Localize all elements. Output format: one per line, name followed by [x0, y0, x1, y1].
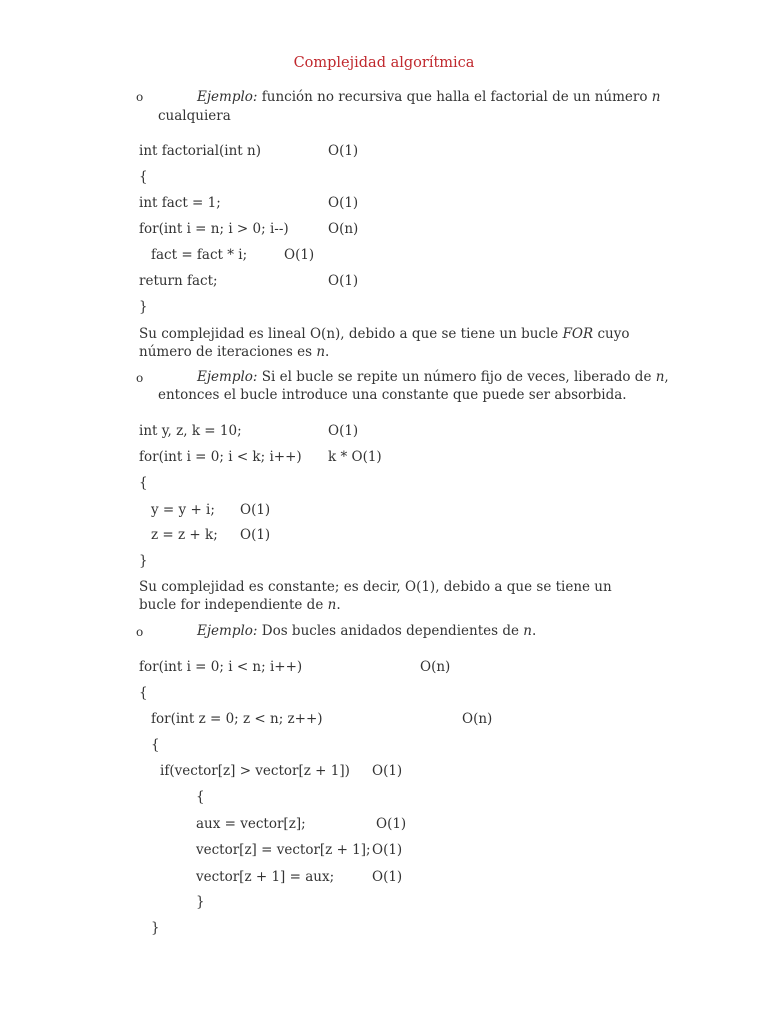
example-text: , [664, 369, 669, 385]
complexity-cost: O(1) [372, 869, 403, 885]
text: Su complejidad es lineal O(n), debido a que se tiene un bucle [139, 326, 563, 342]
complexity-cost: O(1) [328, 143, 359, 159]
variable-n: n [523, 623, 532, 639]
code-line: { [196, 789, 205, 805]
code-line: for(int i = 0; i < k; i++) [139, 449, 302, 465]
code-line: aux = vector[z]; [196, 816, 306, 832]
code-line: { [139, 169, 148, 185]
code-line: { [139, 685, 148, 701]
text: Su complejidad es constante; es decir, O(1), debido a que se tiene un bucle for independiente de [139, 579, 612, 613]
complexity-cost: O(1) [240, 502, 271, 518]
code-line: z = z + k; [151, 527, 218, 543]
bullet-marker: o [136, 371, 144, 385]
code-line: fact = fact * i; [151, 247, 248, 263]
complexity-cost: O(1) [328, 423, 359, 439]
explanation-paragraph [139, 325, 659, 361]
complexity-cost: O(1) [328, 273, 359, 289]
complexity-cost: O(n) [420, 659, 451, 675]
bullet-marker: o [136, 90, 144, 104]
example-label: Ejemplo: [197, 89, 258, 105]
code-line: { [139, 475, 148, 491]
explanation-paragraph [139, 578, 619, 614]
complexity-cost: k * O(1) [328, 449, 382, 465]
complexity-cost: O(1) [240, 527, 271, 543]
code-line: } [139, 553, 148, 569]
variable-n: n [327, 597, 337, 613]
example-text: Si el bucle se repite un número fijo de veces, liberado de [257, 369, 656, 385]
text: . [336, 597, 341, 613]
example-1-line1 [197, 89, 661, 105]
variable-n: n [651, 89, 661, 105]
code-line: for(int i = 0; i < n; i++) [139, 659, 303, 675]
code-line: y = y + i; [151, 502, 215, 518]
code-line: } [151, 920, 160, 936]
code-line: { [151, 737, 160, 753]
complexity-cost: O(1) [376, 816, 407, 832]
complexity-cost: O(1) [284, 247, 315, 263]
example-text: función no recursiva que halla el factorial de un número [257, 89, 652, 105]
complexity-cost: O(n) [462, 711, 493, 727]
code-line: vector[z] = vector[z + 1]; [196, 842, 371, 858]
example-3-line1 [197, 623, 536, 639]
complexity-cost: O(1) [372, 842, 403, 858]
example-2-line2: entonces el bucle introduce una constante que puede ser absorbida. [158, 387, 627, 403]
text: cuyo número de iteraciones es [139, 326, 630, 360]
code-line: for(int z = 0; z < n; z++) [151, 711, 323, 727]
code-line: int y, z, k = 10; [139, 423, 242, 439]
complexity-cost: O(1) [372, 763, 403, 779]
code-line: return fact; [139, 273, 218, 289]
example-2-line1 [197, 369, 669, 385]
text-emphasis: FOR [562, 326, 594, 342]
text: . [325, 344, 330, 360]
variable-n: n [316, 344, 326, 360]
code-line: } [196, 894, 205, 910]
example-1-line2: cualquiera [158, 108, 231, 124]
complexity-cost: O(n) [328, 221, 359, 237]
example-text: . [531, 623, 537, 639]
variable-n: n [655, 369, 665, 385]
example-text: Dos bucles anidados dependientes de [257, 623, 524, 639]
code-line: vector[z + 1] = aux; [196, 869, 335, 885]
bullet-marker: o [136, 625, 144, 639]
code-line: if(vector[z] > vector[z + 1]) [160, 763, 350, 779]
example-label: Ejemplo: [197, 369, 258, 385]
code-line: for(int i = n; i > 0; i--) [139, 221, 289, 237]
page-title: Complejidad algorítmica [293, 55, 475, 71]
code-line: } [139, 299, 148, 315]
code-line: int fact = 1; [139, 195, 221, 211]
code-line: int factorial(int n) [139, 143, 261, 159]
complexity-cost: O(1) [328, 195, 359, 211]
example-label: Ejemplo: [197, 623, 258, 639]
